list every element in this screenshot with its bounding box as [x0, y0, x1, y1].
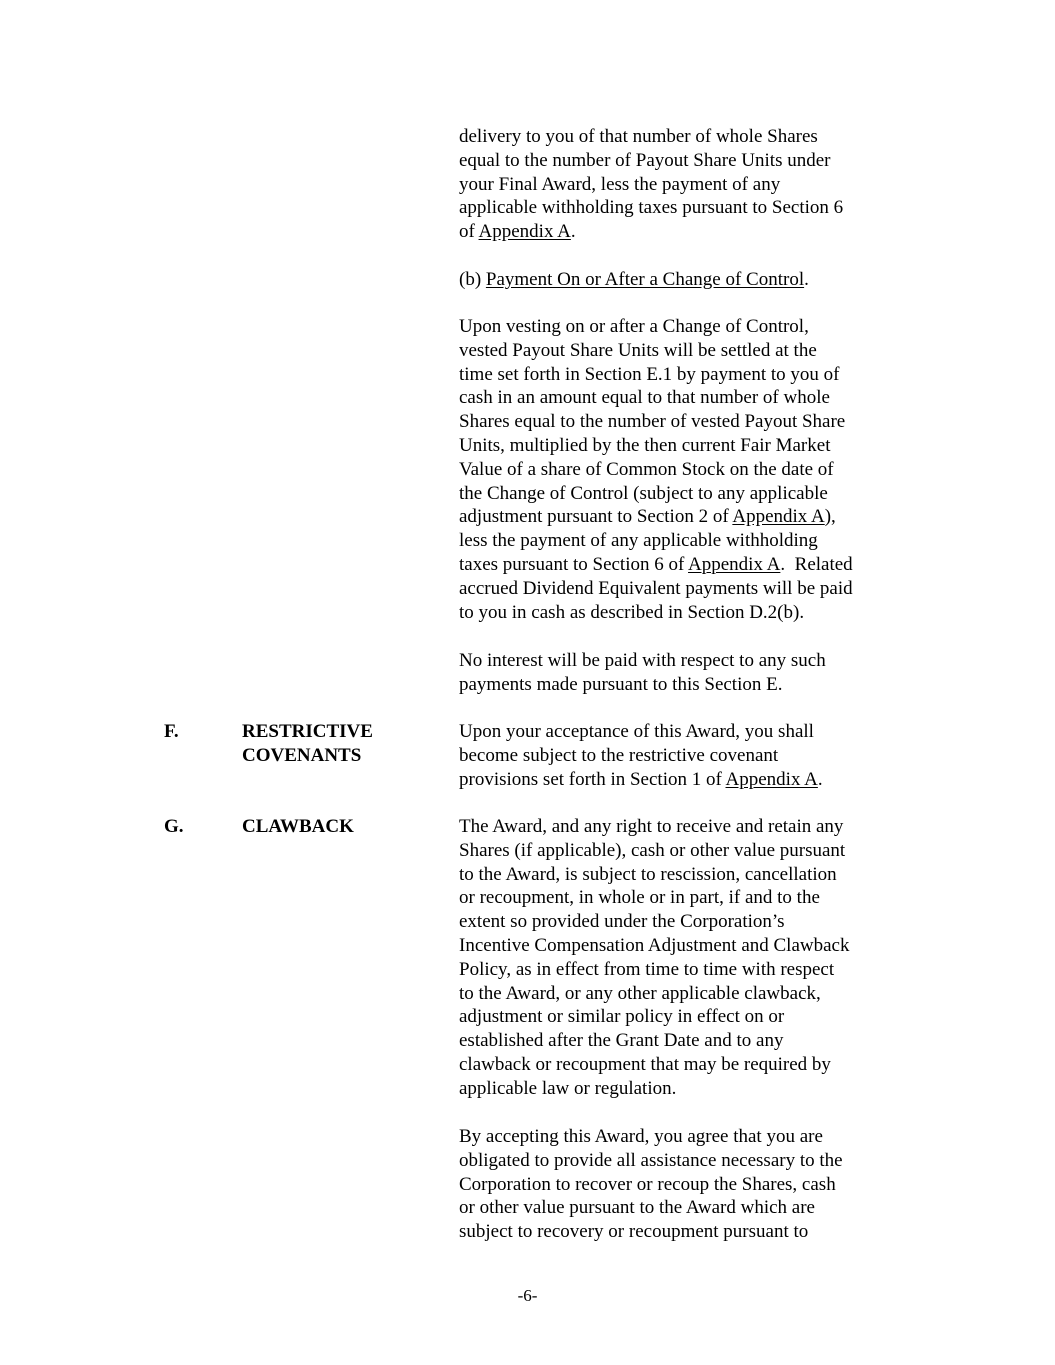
text-line	[459, 505, 899, 529]
text-fragment: provisions set forth in Section 1 of	[459, 768, 726, 790]
section-g-paragraph-2	[459, 1125, 899, 1244]
text-line: Upon vesting on or after a Change of Control,	[459, 316, 809, 337]
text-line: to the Award, is subject to rescission, cancellation	[459, 863, 837, 885]
section-g-paragraph-1	[459, 815, 899, 1101]
page-number: -6-	[517, 1286, 538, 1305]
text-fragment: . Related	[780, 553, 853, 575]
text-fragment: of	[459, 221, 479, 243]
subheading-line	[459, 268, 899, 292]
text-line: established after the Grant Date and to any	[459, 1030, 784, 1052]
text-line: Upon your acceptance of this Award, you shall	[459, 721, 814, 742]
text-line: clawback or recoupment that may be required by	[459, 1053, 831, 1075]
section-f-title	[242, 720, 373, 768]
text-line: time set forth in Section E.1 by payment to you of	[459, 363, 840, 385]
appendix-a-reference: Appendix A	[688, 553, 781, 575]
text-line: become subject to the restrictive covenant	[459, 744, 779, 766]
text-line: or other value pursuant to the Award which are	[459, 1197, 815, 1219]
text-line: delivery to you of that number of whole Shares	[459, 126, 818, 147]
change-of-control-paragraph	[459, 315, 899, 624]
text-line: By accepting this Award, you agree that you are	[459, 1126, 823, 1147]
text-line	[459, 553, 899, 577]
section-f-letter: F.	[164, 721, 179, 742]
text-line: obligated to provide all assistance necessary to the	[459, 1149, 843, 1171]
text-line: or recoupment, in whole or in part, if and to the	[459, 887, 820, 909]
text-line: No interest will be paid with respect to any such	[459, 650, 826, 671]
appendix-a-reference: Appendix A	[478, 221, 571, 243]
appendix-a-reference: Appendix A	[725, 768, 818, 790]
text-line: less the payment of any applicable withholding	[459, 530, 818, 552]
section-title-line: COVENANTS	[242, 744, 362, 766]
text-line	[459, 220, 899, 244]
text-line: the Change of Control (subject to any applicable	[459, 482, 828, 504]
text-line: equal to the number of Payout Share Units under	[459, 149, 831, 171]
text-line: applicable withholding taxes pursuant to Section 6	[459, 197, 844, 219]
text-line: Units, multiplied by the then current Fair Market	[459, 434, 831, 456]
text-fragment: ),	[824, 506, 836, 528]
section-g-letter: G.	[164, 816, 184, 837]
text-line: Value of a share of Common Stock on the date of	[459, 458, 834, 480]
text-line: Shares equal to the number of vested Payout Share	[459, 411, 846, 433]
text-fragment: .	[570, 221, 576, 243]
subheading-title: Payment On or After a Change of Control	[485, 269, 805, 290]
text-line	[459, 768, 899, 792]
text-line: vested Payout Share Units will be settled at the	[459, 339, 817, 361]
text-line: cash in an amount equal to that number of whole	[459, 387, 830, 409]
text-fragment: .	[817, 768, 823, 790]
text-line: to the Award, or any other applicable clawback,	[459, 982, 821, 1004]
subheading-b	[459, 268, 899, 292]
text-line: subject to recovery or recoupment pursuant to	[459, 1221, 809, 1243]
text-line: Policy, as in effect from time to time with respect	[459, 958, 835, 980]
text-fragment: .	[804, 269, 809, 290]
text-line: extent so provided under the Corporation’s	[459, 911, 785, 933]
section-g-title: CLAWBACK	[242, 816, 354, 837]
section-title-line: RESTRICTIVE	[242, 721, 373, 742]
text-line: Shares (if applicable), cash or other value pursuant	[459, 839, 846, 861]
appendix-a-reference: Appendix A	[732, 506, 825, 528]
text-line: your Final Award, less the payment of any	[459, 173, 781, 195]
text-line: Corporation to recover or recoup the Shares, cash	[459, 1173, 836, 1195]
text-line: adjustment or similar policy in effect on or	[459, 1006, 785, 1028]
no-interest-paragraph	[459, 649, 899, 697]
text-line: payments made pursuant to this Section E.	[459, 673, 783, 695]
text-line: applicable law or regulation.	[459, 1077, 677, 1099]
text-line: Incentive Compensation Adjustment and Clawback	[459, 934, 850, 956]
section-f-body	[459, 720, 899, 791]
text-fragment: adjustment pursuant to Section 2 of	[459, 506, 733, 528]
text-fragment: taxes pursuant to Section 6 of	[459, 553, 689, 575]
continuation-paragraph-1	[459, 125, 899, 244]
text-line: accrued Dividend Equivalent payments will be paid	[459, 577, 853, 599]
text-fragment: (b)	[459, 269, 486, 290]
text-line: to you in cash as described in Section D.2(b).	[459, 601, 805, 623]
text-line: The Award, and any right to receive and retain any	[459, 816, 844, 837]
